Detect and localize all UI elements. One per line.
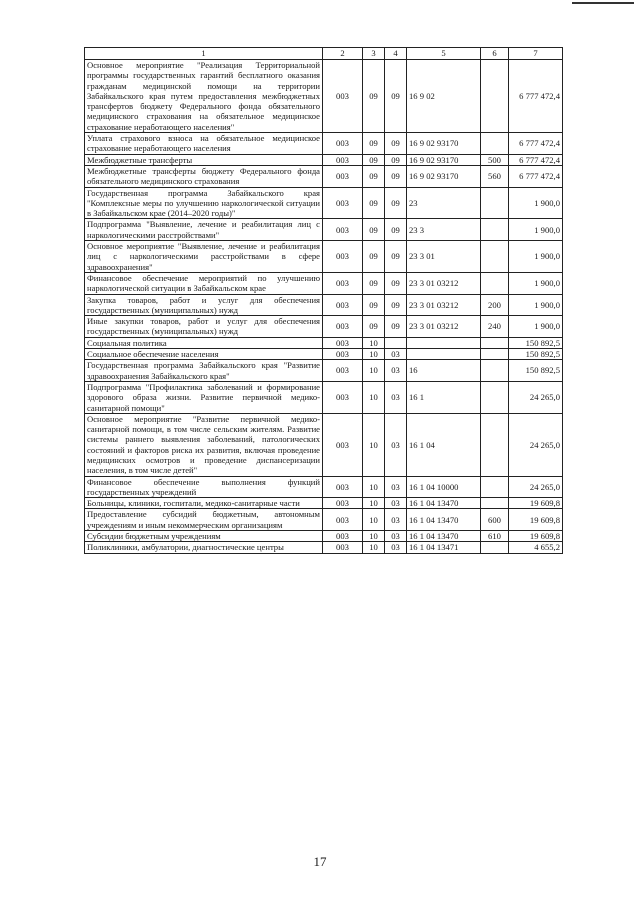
row-name: Иные закупки товаров, работ и услуг для обеспечения государственных (муниципальных) нужд [85, 316, 323, 338]
row-amount: 4 655,2 [509, 542, 563, 553]
row-section-code: 09 [363, 187, 385, 219]
row-expense-type [481, 360, 509, 382]
table-row [85, 154, 563, 165]
row-section-code: 09 [363, 272, 385, 294]
row-amount: 19 609,8 [509, 498, 563, 509]
row-target-article [407, 337, 481, 348]
row-ministry-code: 003 [323, 498, 363, 509]
row-section-code: 09 [363, 219, 385, 241]
row-name: Государственная программа Забайкальского края "Комплексные меры по улучшению наркологической ситуации в Забайкальском крае (2014–2020 годы)" [85, 187, 323, 219]
row-expense-type: 560 [481, 165, 509, 187]
row-subsection-code: 03 [385, 498, 407, 509]
table-row [85, 337, 563, 348]
table-row [85, 509, 563, 531]
row-name: Межбюджетные трансферты [85, 154, 323, 165]
row-amount: 1 900,0 [509, 187, 563, 219]
row-expense-type [481, 187, 509, 219]
row-ministry-code: 003 [323, 531, 363, 542]
row-expense-type: 600 [481, 509, 509, 531]
row-section-code: 09 [363, 154, 385, 165]
row-ministry-code: 003 [323, 337, 363, 348]
row-target-article: 23 3 01 03212 [407, 272, 481, 294]
row-target-article: 16 9 02 93170 [407, 133, 481, 155]
row-name: Подпрограмма "Выявление, лечение и реабилитация лиц с наркологическими расстройствами" [85, 219, 323, 241]
row-target-article: 16 1 04 13470 [407, 498, 481, 509]
row-name: Больницы, клиники, госпитали, медико-санитарные части [85, 498, 323, 509]
row-subsection-code: 09 [385, 219, 407, 241]
row-subsection-code: 09 [385, 165, 407, 187]
row-subsection-code: 03 [385, 381, 407, 413]
row-expense-type [481, 542, 509, 553]
row-name: Финансовое обеспечение мероприятий по улучшению наркологической ситуации в Забайкальском крае [85, 272, 323, 294]
row-name: Закупка товаров, работ и услуг для обеспечения государственных (муниципальных) нужд [85, 294, 323, 316]
row-amount: 19 609,8 [509, 509, 563, 531]
table-row [85, 272, 563, 294]
row-amount: 150 892,5 [509, 360, 563, 382]
row-subsection-code: 09 [385, 272, 407, 294]
row-expense-type: 610 [481, 531, 509, 542]
row-section-code: 10 [363, 509, 385, 531]
row-subsection-code: 09 [385, 241, 407, 273]
row-section-code: 10 [363, 476, 385, 498]
row-name: Социальное обеспечение населения [85, 349, 323, 360]
row-amount: 6 777 472,4 [509, 154, 563, 165]
row-amount: 150 892,5 [509, 337, 563, 348]
table-row [85, 241, 563, 273]
row-name: Финансовое обеспечение выполнения функций государственных учреждений [85, 476, 323, 498]
row-expense-type: 240 [481, 316, 509, 338]
row-amount: 6 777 472,4 [509, 133, 563, 155]
header-col-5: 5 [407, 48, 481, 60]
row-section-code: 10 [363, 337, 385, 348]
row-target-article: 16 1 04 13471 [407, 542, 481, 553]
row-target-article: 23 3 [407, 219, 481, 241]
table-row [85, 542, 563, 553]
table-row [85, 165, 563, 187]
table-row [85, 381, 563, 413]
row-section-code: 09 [363, 165, 385, 187]
row-subsection-code: 03 [385, 509, 407, 531]
row-target-article: 16 9 02 93170 [407, 154, 481, 165]
row-section-code: 09 [363, 241, 385, 273]
row-section-code: 10 [363, 381, 385, 413]
row-amount: 24 265,0 [509, 413, 563, 476]
row-name: Государственная программа Забайкальского края "Развитие здравоохранения Забайкальского края" [85, 360, 323, 382]
row-subsection-code: 09 [385, 187, 407, 219]
table-row [85, 360, 563, 382]
row-expense-type [481, 241, 509, 273]
row-subsection-code: 03 [385, 413, 407, 476]
row-name: Основное мероприятие "Выявление, лечение и реабилитация лиц с наркологическими расстройствами в сфере здравоохранения" [85, 241, 323, 273]
row-target-article: 16 9 02 93170 [407, 165, 481, 187]
row-amount: 1 900,0 [509, 219, 563, 241]
row-subsection-code: 03 [385, 542, 407, 553]
table-row [85, 498, 563, 509]
row-name: Основное мероприятие "Развитие первичной медико-санитарной помощи, в том числе сельским жителям. Развитие системы раннего выявления заболеваний, патологических состояний и факторов риска их развития, включая проведение медицинских осмотров и проведение диспансеризации населения, в том числе детей" [85, 413, 323, 476]
table-row [85, 187, 563, 219]
row-amount: 24 265,0 [509, 381, 563, 413]
row-section-code: 10 [363, 349, 385, 360]
table-row [85, 413, 563, 476]
row-subsection-code: 03 [385, 360, 407, 382]
row-subsection-code: 09 [385, 60, 407, 133]
row-expense-type: 500 [481, 154, 509, 165]
row-name: Межбюджетные трансферты бюджету Федерального фонда обязательного медицинского страхования [85, 165, 323, 187]
row-expense-type [481, 337, 509, 348]
header-col-2: 2 [323, 48, 363, 60]
row-section-code: 10 [363, 360, 385, 382]
row-expense-type [481, 60, 509, 133]
row-section-code: 09 [363, 294, 385, 316]
row-subsection-code: 03 [385, 349, 407, 360]
row-amount: 6 777 472,4 [509, 165, 563, 187]
row-target-article: 16 1 04 13470 [407, 531, 481, 542]
row-expense-type [481, 349, 509, 360]
row-target-article: 23 3 01 03212 [407, 316, 481, 338]
row-expense-type [481, 381, 509, 413]
row-section-code: 09 [363, 133, 385, 155]
row-ministry-code: 003 [323, 360, 363, 382]
row-ministry-code: 003 [323, 349, 363, 360]
row-subsection-code: 09 [385, 316, 407, 338]
row-amount: 6 777 472,4 [509, 60, 563, 133]
row-target-article [407, 349, 481, 360]
table-row [85, 294, 563, 316]
row-ministry-code: 003 [323, 294, 363, 316]
row-section-code: 10 [363, 531, 385, 542]
header-col-4: 4 [385, 48, 407, 60]
budget-table [84, 47, 563, 554]
row-ministry-code: 003 [323, 165, 363, 187]
row-ministry-code: 003 [323, 187, 363, 219]
row-target-article: 23 3 01 03212 [407, 294, 481, 316]
row-expense-type [481, 272, 509, 294]
row-amount: 1 900,0 [509, 316, 563, 338]
row-ministry-code: 003 [323, 154, 363, 165]
row-target-article: 16 1 04 [407, 413, 481, 476]
row-ministry-code: 003 [323, 542, 363, 553]
header-row [85, 48, 563, 60]
row-name: Социальная политика [85, 337, 323, 348]
row-target-article: 23 [407, 187, 481, 219]
table-row [85, 476, 563, 498]
table-row [85, 531, 563, 542]
row-subsection-code: 09 [385, 294, 407, 316]
header-col-6: 6 [481, 48, 509, 60]
row-target-article: 16 1 [407, 381, 481, 413]
header-col-7: 7 [509, 48, 563, 60]
row-ministry-code: 003 [323, 272, 363, 294]
row-amount: 150 892,5 [509, 349, 563, 360]
row-subsection-code: 03 [385, 476, 407, 498]
table-row [85, 349, 563, 360]
page-number: 17 [313, 854, 327, 869]
table-row [85, 219, 563, 241]
row-expense-type: 200 [481, 294, 509, 316]
row-ministry-code: 003 [323, 413, 363, 476]
row-target-article: 16 1 04 10000 [407, 476, 481, 498]
row-name: Основное мероприятие "Реализация Территориальной программы государственных гарантий бесплатного оказания гражданам медицинской помощи на территории Забайкальского края путем предоставления межбюджетных трансфертов бюджету Федерального фонда обязательного медицинского страхования на обязательное медицинское страхование неработающего населения" [85, 60, 323, 133]
table-row [85, 60, 563, 133]
row-section-code: 09 [363, 60, 385, 133]
row-amount: 24 265,0 [509, 476, 563, 498]
row-name: Поликлиники, амбулатории, диагностические центры [85, 542, 323, 553]
row-subsection-code [385, 337, 407, 348]
row-name: Субсидии бюджетным учреждениям [85, 531, 323, 542]
row-name: Предоставление субсидий бюджетным, автономным учреждениям и иным некоммерческим организациям [85, 509, 323, 531]
row-ministry-code: 003 [323, 60, 363, 133]
row-amount: 1 900,0 [509, 294, 563, 316]
row-expense-type [481, 498, 509, 509]
row-target-article: 16 1 04 13470 [407, 509, 481, 531]
row-expense-type [481, 413, 509, 476]
table-row [85, 133, 563, 155]
row-name: Подпрограмма "Профилактика заболеваний и формирование здорового образа жизни. Развитие первичной медико-санитарной помощи" [85, 381, 323, 413]
row-ministry-code: 003 [323, 219, 363, 241]
row-ministry-code: 003 [323, 133, 363, 155]
row-section-code: 09 [363, 316, 385, 338]
row-expense-type [481, 133, 509, 155]
row-ministry-code: 003 [323, 381, 363, 413]
row-ministry-code: 003 [323, 316, 363, 338]
row-amount: 19 609,8 [509, 531, 563, 542]
row-section-code: 10 [363, 413, 385, 476]
row-section-code: 10 [363, 542, 385, 553]
row-amount: 1 900,0 [509, 241, 563, 273]
header-col-1: 1 [85, 48, 323, 60]
row-ministry-code: 003 [323, 476, 363, 498]
top-edge-line [572, 2, 634, 4]
row-amount: 1 900,0 [509, 272, 563, 294]
row-expense-type [481, 476, 509, 498]
row-subsection-code: 09 [385, 154, 407, 165]
row-subsection-code: 09 [385, 133, 407, 155]
row-name: Уплата страхового взноса на обязательное медицинское страхование неработающего населения [85, 133, 323, 155]
row-subsection-code: 03 [385, 531, 407, 542]
row-expense-type [481, 219, 509, 241]
row-ministry-code: 003 [323, 241, 363, 273]
row-target-article: 16 [407, 360, 481, 382]
row-target-article: 23 3 01 [407, 241, 481, 273]
table-row [85, 316, 563, 338]
row-ministry-code: 003 [323, 509, 363, 531]
row-section-code: 10 [363, 498, 385, 509]
header-col-3: 3 [363, 48, 385, 60]
row-target-article: 16 9 02 [407, 60, 481, 133]
